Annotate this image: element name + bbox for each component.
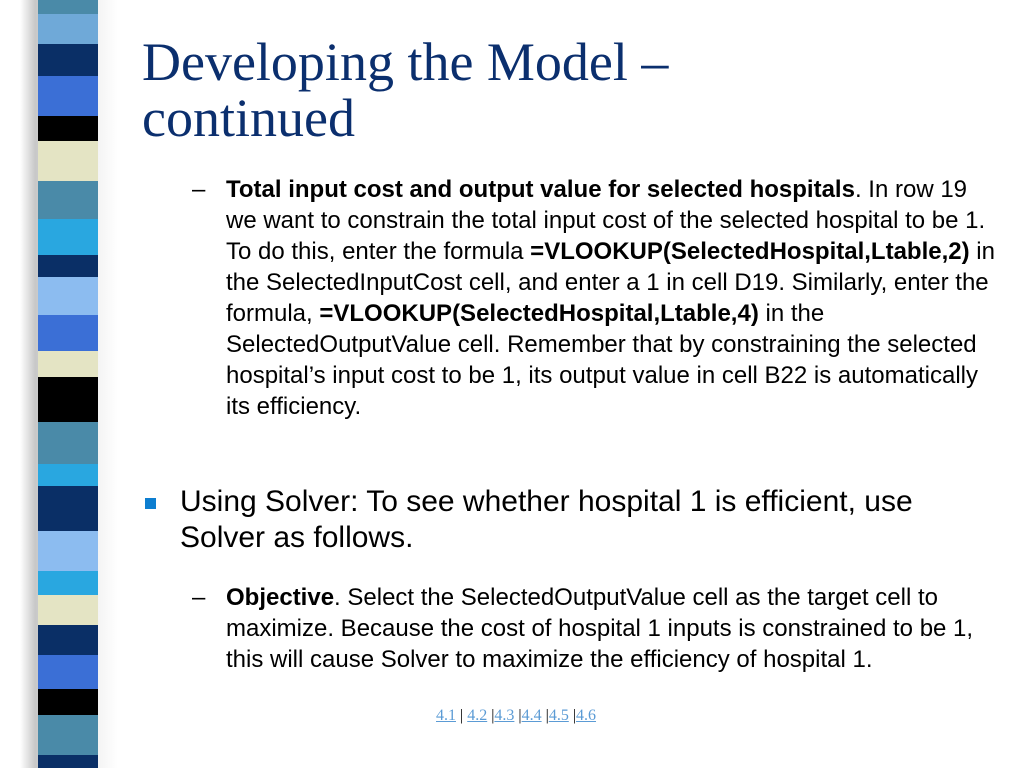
nav-separator: | [491, 707, 495, 724]
nav-link-4-5[interactable]: 4.5 [548, 707, 569, 724]
strip-band [38, 351, 98, 377]
nav-link-4-4[interactable]: 4.4 [521, 707, 542, 724]
strip-band [38, 531, 98, 571]
nav-link-4-6[interactable]: 4.6 [576, 707, 597, 724]
nav-separator: | [460, 707, 464, 724]
decorative-color-strip [38, 0, 98, 768]
strip-band [38, 377, 98, 422]
bullet-heading-total-input: Total input cost and output value for selected hospitals [226, 176, 855, 203]
strip-band [38, 595, 98, 625]
sub-bullet-total-input-cost [192, 174, 996, 422]
strip-band [38, 486, 98, 531]
strip-band [38, 625, 98, 655]
bullet-text: in the SelectedOutputValue cell. Remember that by constraining the selected hospital’s input cost to be 1, its output value in cell B22 is automatically its efficiency. [226, 300, 978, 420]
strip-band [38, 0, 98, 14]
strip-band [38, 655, 98, 689]
strip-band [38, 571, 98, 595]
strip-band [38, 14, 98, 44]
strip-band [38, 116, 98, 141]
strip-band [38, 44, 98, 76]
nav-link-4-2[interactable]: 4.2 [467, 707, 488, 724]
formula-vlookup-2: =VLOOKUP(SelectedHospital,Ltable,2) [530, 238, 970, 265]
strip-band [38, 219, 98, 255]
sub-bullet-objective [192, 582, 996, 675]
strip-band [38, 76, 98, 116]
strip-band [38, 715, 98, 755]
strip-band [38, 422, 98, 464]
bullet-text: in the SelectedInputCost cell, and enter a 1 in cell D19. Similarly, enter the formula, [226, 238, 995, 327]
strip-band [38, 315, 98, 351]
section-nav [436, 704, 596, 728]
bullet-text: . In row 19 we want to constrain the total input cost of the selected hospital to be 1. To do this, enter the formula [226, 176, 986, 265]
nav-link-4-1[interactable]: 4.1 [436, 707, 456, 724]
bullet-using-solver [180, 484, 980, 556]
nav-separator: | [545, 707, 549, 724]
square-bullet-icon [145, 498, 156, 509]
strip-band [38, 277, 98, 315]
dash-marker: – [192, 584, 206, 611]
title-line-1: Developing the Model – [142, 32, 669, 92]
dash-marker: – [192, 176, 206, 203]
bullet-text: Using Solver: To see whether hospital 1 is efficient, use Solver as follows. [180, 485, 913, 554]
strip-band [38, 141, 98, 181]
strip-band [38, 464, 98, 486]
nav-separator: | [572, 707, 577, 724]
nav-link-4-3[interactable]: 4.3 [494, 707, 515, 724]
strip-band [38, 689, 98, 715]
slide-title [142, 34, 1002, 146]
strip-band [38, 181, 98, 219]
strip-band [38, 255, 98, 277]
formula-vlookup-4: =VLOOKUP(SelectedHospital,Ltable,4) [319, 300, 759, 327]
bullet-text: . Select the SelectedOutputValue cell as the target cell to maximize. Because the cost of hospital 1 inputs is constrained to be 1, this will cause Solver to maximize the efficiency of hospital 1. [226, 584, 974, 673]
strip-band [38, 755, 98, 768]
nav-separator: | [518, 707, 522, 724]
bullet-heading-objective: Objective [226, 584, 335, 611]
title-line-2: continued [142, 88, 355, 148]
